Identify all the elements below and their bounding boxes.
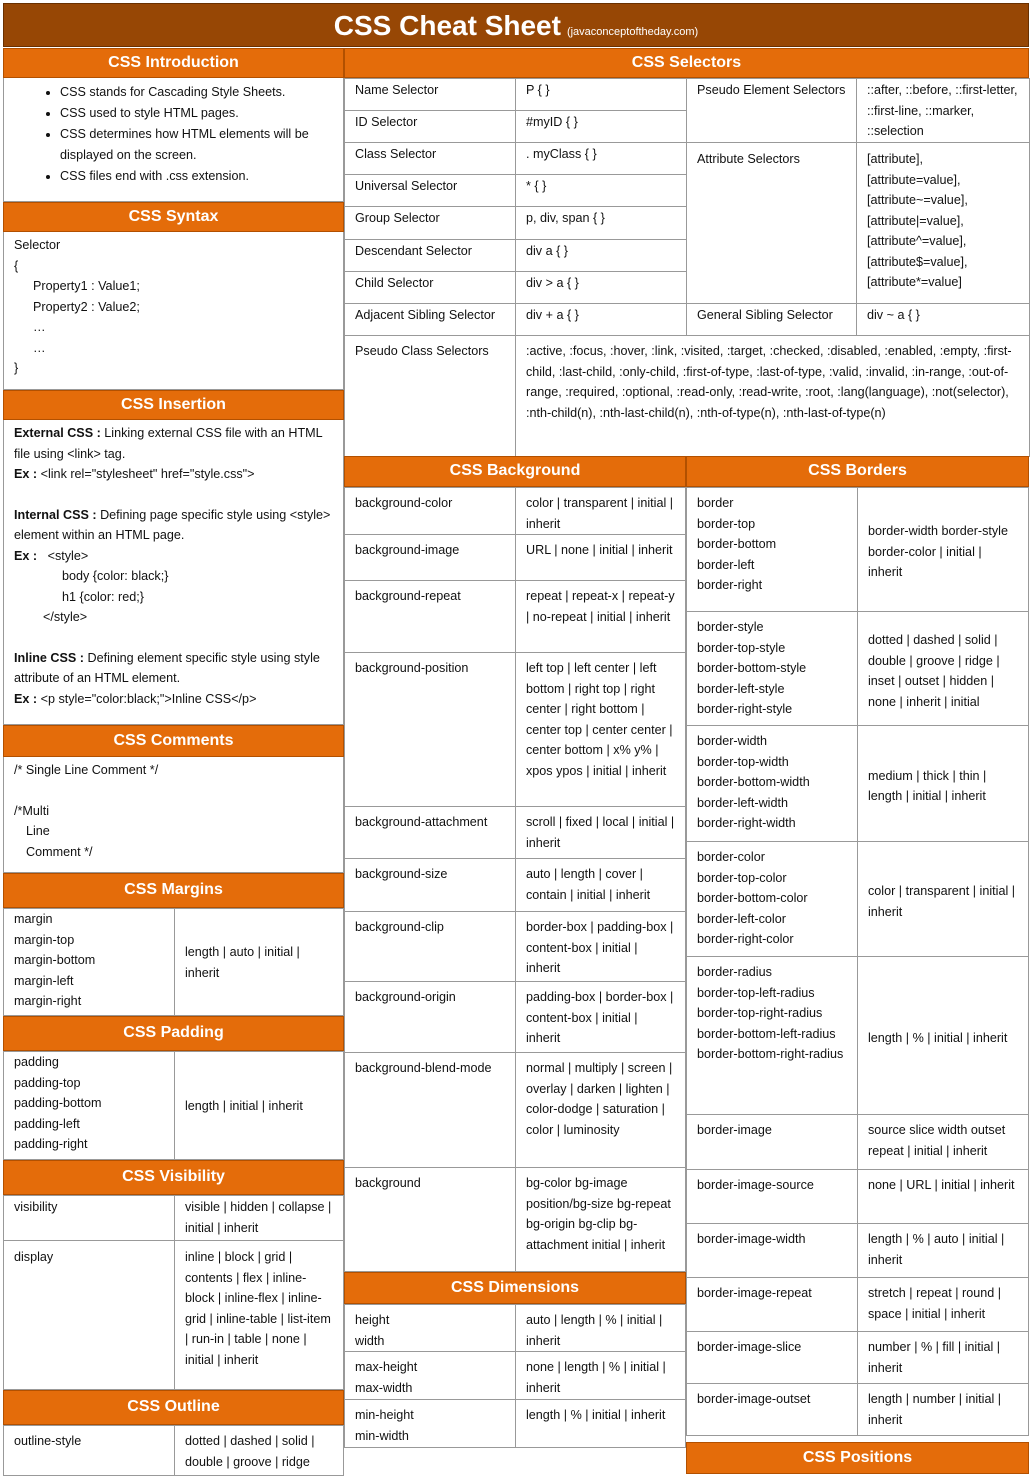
value-cell: border-box | padding-box | content-box | initial | inherit: [516, 912, 686, 982]
property-cell: min-height min-width: [345, 1400, 516, 1448]
table-row: [345, 304, 1030, 336]
page-title-bar: [3, 3, 1029, 47]
example-code: h1 {color: red;}: [62, 589, 144, 604]
table-row: [4, 1196, 344, 1241]
table-row: [345, 535, 686, 581]
selector-name-cell: Adjacent Sibling Selector: [345, 304, 516, 336]
margins-header: CSS Margins: [3, 873, 344, 908]
internal-css-text: Defining page specific style using <style> element within an HTML page.: [14, 507, 331, 542]
value-cell: dotted | dashed | solid | double | groove | ridge | inset | outset | hidden | none | inherit | initial: [858, 612, 1029, 726]
positions-header: CSS Positions: [686, 1442, 1029, 1474]
table-row: [345, 982, 686, 1053]
selector-example-cell: div + a { }: [516, 304, 687, 336]
value-cell: dotted | dashed | solid | double | groove | ridge: [175, 1426, 344, 1476]
comments-header: CSS Comments: [3, 725, 344, 757]
selector-example-cell: p, div, span { }: [516, 207, 687, 240]
table-row: [345, 488, 686, 535]
comment-line: /*Multi: [14, 803, 49, 818]
value-cell: scroll | fixed | local | initial | inherit: [516, 807, 686, 859]
selector-example-cell: div ~ a { }: [857, 304, 1030, 336]
syntax-line: Property2 : Value2;: [33, 299, 140, 314]
selector-example-cell: ::after, ::before, ::first-letter, ::first-line, ::marker, ::selection: [857, 79, 1030, 143]
property-cell: padding padding-top padding-bottom padding-left padding-right: [4, 1052, 175, 1160]
example-code: <p style="color:black;">Inline CSS</p>: [37, 691, 257, 706]
insertion-header: CSS Insertion: [3, 390, 344, 420]
internal-css-label: Internal CSS :: [14, 507, 97, 522]
value-cell: stretch | repeat | round | space | initial | inherit: [858, 1278, 1029, 1332]
table-row: [345, 1400, 686, 1448]
value-cell: auto | length | cover | contain | initial | inherit: [516, 859, 686, 912]
selector-example-cell: P { }: [516, 79, 687, 111]
table-row: [345, 653, 686, 807]
middle-column: [344, 456, 686, 1458]
table-row: [687, 612, 1029, 726]
selector-name-cell: General Sibling Selector: [687, 304, 857, 336]
table-row: [687, 842, 1029, 957]
external-css-label: External CSS :: [14, 426, 101, 440]
example-label: Ex :: [14, 548, 38, 563]
background-header: CSS Background: [344, 456, 686, 487]
table-row: [687, 1115, 1029, 1170]
insertion-section: [3, 420, 344, 725]
syntax-line: …: [33, 340, 46, 355]
table-row: [345, 1352, 686, 1400]
outline-table: [3, 1425, 344, 1476]
table-row: [345, 336, 1030, 457]
table-row: [4, 1241, 344, 1390]
value-cell: left top | left center | left bottom | right top | right center | right bottom | center top | center center | center bottom | x% y% | xpos ypos | initial | inherit: [516, 653, 686, 807]
value-cell: normal | multiply | screen | overlay | darken | lighten | color-dodge | saturation | color | luminosity: [516, 1053, 686, 1168]
selector-name-cell: Universal Selector: [345, 175, 516, 207]
value-cell: none | length | % | initial | inherit: [516, 1352, 686, 1400]
property-cell: background: [345, 1168, 516, 1272]
property-cell: border-image-width: [687, 1224, 858, 1278]
property-cell: max-height max-width: [345, 1352, 516, 1400]
value-cell: length | % | initial | inherit: [858, 957, 1029, 1115]
property-cell: border-image-outset: [687, 1384, 858, 1436]
intro-item: • CSS stands for Cascading Style Sheets.: [60, 82, 343, 103]
selector-name-cell: ID Selector: [345, 111, 516, 143]
selector-name-cell: Descendant Selector: [345, 240, 516, 272]
table-row: [345, 581, 686, 653]
property-cell: outline-style: [4, 1426, 175, 1476]
external-css-text: Linking external CSS file with an HTML file using <link> tag.: [14, 426, 323, 461]
table-row: [687, 1224, 1029, 1278]
property-cell: border-width border-top-width border-bottom-width border-left-width border-right-width: [687, 726, 858, 842]
selector-name-cell: Class Selector: [345, 143, 516, 175]
comments-section: [3, 757, 344, 873]
intro-list: [60, 78, 343, 187]
value-cell: source slice width outset repeat | initial | inherit: [858, 1115, 1029, 1170]
property-cell: background-origin: [345, 982, 516, 1053]
dimensions-header: CSS Dimensions: [344, 1272, 686, 1304]
selector-example-cell: div a { }: [516, 240, 687, 272]
syntax-line: …: [33, 320, 46, 334]
property-cell: display: [4, 1241, 175, 1390]
property-cell: border-image-source: [687, 1170, 858, 1224]
value-cell: medium | thick | thin | length | initial | inherit: [858, 726, 1029, 842]
selector-example-cell: . myClass { }: [516, 143, 687, 175]
value-cell: border-width border-style border-color | initial | inherit: [858, 488, 1029, 612]
value-cell: visible | hidden | collapse | initial | inherit: [175, 1196, 344, 1241]
property-cell: border-style border-top-style border-bottom-style border-left-style border-right-style: [687, 612, 858, 726]
property-cell: background-position: [345, 653, 516, 807]
table-row: [4, 1052, 344, 1160]
comment-line: /* Single Line Comment */: [14, 763, 159, 777]
table-row: [687, 1278, 1029, 1332]
syntax-line: }: [14, 361, 19, 375]
table-row: [345, 1305, 686, 1352]
value-cell: color | transparent | initial | inherit: [516, 488, 686, 535]
background-table: [344, 487, 686, 1272]
value-cell: repeat | repeat-x | repeat-y | no-repeat | initial | inherit: [516, 581, 686, 653]
value-cell: length | auto | initial | inherit: [175, 909, 344, 1016]
table-row: [345, 807, 686, 859]
table-row: [687, 726, 1029, 842]
selector-name-cell: Pseudo Element Selectors: [687, 79, 857, 143]
property-cell: height width: [345, 1305, 516, 1352]
property-cell: background-attachment: [345, 807, 516, 859]
selector-name-cell: Group Selector: [345, 207, 516, 240]
page-title: CSS Cheat Sheet: [333, 10, 561, 41]
selectors-section: [344, 48, 1029, 456]
selector-example-cell: #myID { }: [516, 111, 687, 143]
borders-table: [686, 487, 1029, 1436]
inline-css-example: [14, 689, 333, 710]
syntax-line: Property1 : Value1;: [33, 279, 140, 293]
value-cell: color | transparent | initial | inherit: [858, 842, 1029, 957]
table-row: [345, 859, 686, 912]
property-cell: border-image-repeat: [687, 1278, 858, 1332]
syntax-line: Selector: [14, 238, 61, 252]
example-code: body {color: black;}: [62, 569, 169, 583]
inline-css-desc: [14, 648, 333, 689]
value-cell: padding-box | border-box | content-box | initial | inherit: [516, 982, 686, 1053]
property-cell: border-color border-top-color border-bottom-color border-left-color border-right-color: [687, 842, 858, 957]
inline-css-label: Inline CSS :: [14, 650, 84, 665]
right-column: [686, 456, 1029, 1466]
selectors-header: CSS Selectors: [344, 48, 1029, 78]
table-row: [345, 143, 1030, 175]
value-cell: URL | none | initial | inherit: [516, 535, 686, 581]
internal-css-desc: [14, 505, 333, 546]
external-css-desc: [14, 423, 333, 464]
value-cell: length | % | initial | inherit: [516, 1400, 686, 1448]
left-column: [3, 48, 344, 1469]
example-code: <link rel="stylesheet" href="style.css">: [37, 467, 255, 481]
intro-header: CSS Introduction: [3, 48, 344, 78]
table-row: [345, 912, 686, 982]
selector-example-cell: div > a { }: [516, 272, 687, 304]
intro-item: • CSS files end with .css extension.: [60, 166, 343, 187]
example-label: Ex :: [14, 467, 38, 481]
intro-item: • CSS used to style HTML pages.: [60, 103, 343, 124]
selector-name-cell: Pseudo Class Selectors: [345, 336, 516, 457]
value-cell: none | URL | initial | inherit: [858, 1170, 1029, 1224]
padding-table: [3, 1051, 344, 1160]
example-code: </style>: [43, 610, 88, 624]
page-subtitle: (javaconceptoftheday.com): [566, 26, 699, 38]
selector-example-cell: * { }: [516, 175, 687, 207]
property-cell: visibility: [4, 1196, 175, 1241]
table-row: [345, 1053, 686, 1168]
table-row: [4, 909, 344, 1016]
inline-css-text: Defining element specific style using style attribute of an HTML element.: [14, 650, 320, 685]
value-cell: length | number | initial | inherit: [858, 1384, 1029, 1436]
property-cell: border-radius border-top-left-radius border-top-right-radius border-bottom-left-radius border-bottom-right-radius: [687, 957, 858, 1115]
selector-example-cell: [attribute], [attribute=value], [attribute~=value], [attribute|=value], [attribute^=value], [attribute$=value], [attribute*=value]: [857, 143, 1030, 304]
syntax-line: {: [14, 258, 19, 273]
selector-name-cell: Child Selector: [345, 272, 516, 304]
table-row: [687, 1384, 1029, 1436]
value-cell: bg-color bg-image position/bg-size bg-repeat bg-origin bg-clip bg-attachment initial | inherit: [516, 1168, 686, 1272]
property-cell: background-size: [345, 859, 516, 912]
property-cell: margin margin-top margin-bottom margin-left margin-right: [4, 909, 175, 1016]
value-cell: inline | block | grid | contents | flex | inline-block | inline-flex | inline-grid | inline-table | list-item | run-in | table | none | initial | inherit: [175, 1241, 344, 1390]
value-cell: length | initial | inherit: [175, 1052, 344, 1160]
table-row: [4, 1426, 344, 1476]
visibility-table: [3, 1195, 344, 1390]
property-cell: background-image: [345, 535, 516, 581]
syntax-header: CSS Syntax: [3, 202, 344, 232]
example-label: Ex :: [14, 691, 38, 706]
selector-example-cell: :active, :focus, :hover, :link, :visited, :target, :checked, :disabled, :enabled, :empty, :first-child, :last-child, :only-child, :first-of-type, :last-of-type, :valid, :invalid, :in-range, :out-of-range, :required, :optional, :read-only, :read-write, :root, :lang(language), :not(selector), :nth-child(n), :nth-last-child(n), :nth-of-type(n), :nth-last-of-type(n): [516, 336, 1030, 457]
value-cell: number | % | fill | initial | inherit: [858, 1332, 1029, 1384]
table-row: [687, 1332, 1029, 1384]
table-row: [687, 1170, 1029, 1224]
property-cell: border-image: [687, 1115, 858, 1170]
selectors-table: [344, 78, 1030, 457]
internal-css-example: [14, 546, 333, 567]
comment-line: Line: [26, 824, 50, 838]
property-cell: background-blend-mode: [345, 1053, 516, 1168]
comment-line: Comment */: [26, 844, 93, 859]
table-row: [687, 957, 1029, 1115]
borders-header: CSS Borders: [686, 456, 1029, 487]
property-cell: border border-top border-bottom border-left border-right: [687, 488, 858, 612]
outline-header: CSS Outline: [3, 1390, 344, 1425]
table-row: [345, 79, 1030, 111]
property-cell: border-image-slice: [687, 1332, 858, 1384]
dimensions-table: [344, 1304, 686, 1448]
padding-header: CSS Padding: [3, 1016, 344, 1051]
value-cell: length | % | auto | initial | inherit: [858, 1224, 1029, 1278]
external-css-example: [14, 464, 333, 485]
property-cell: background-repeat: [345, 581, 516, 653]
table-row: [345, 1168, 686, 1272]
visibility-header: CSS Visibility: [3, 1160, 344, 1195]
selector-name-cell: Attribute Selectors: [687, 143, 857, 304]
selector-name-cell: Name Selector: [345, 79, 516, 111]
syntax-section: [3, 232, 344, 390]
margins-table: [3, 908, 344, 1016]
intro-item: • CSS determines how HTML elements will be displayed on the screen.: [60, 124, 343, 166]
property-cell: background-color: [345, 488, 516, 535]
intro-section: [3, 78, 344, 202]
property-cell: background-clip: [345, 912, 516, 982]
value-cell: auto | length | % | initial | inherit: [516, 1305, 686, 1352]
table-row: [687, 488, 1029, 612]
example-code: <style>: [47, 548, 89, 563]
